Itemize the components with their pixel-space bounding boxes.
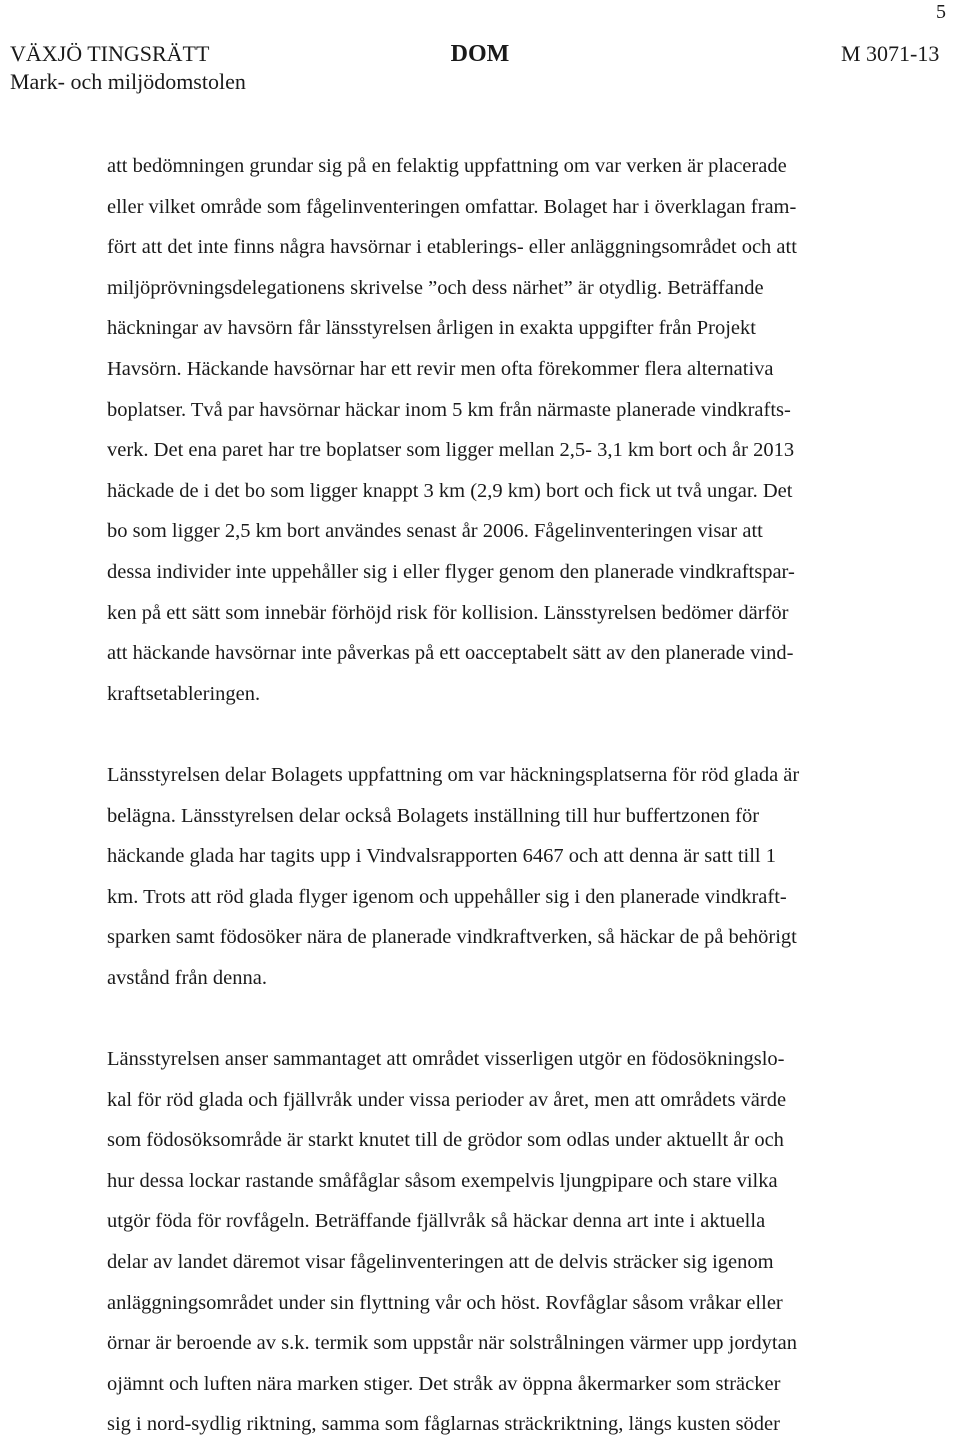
text-line: hur dessa lockar rastande småfåglar såsom exempelvis ljungpipare och stare vilka <box>107 1169 778 1192</box>
text-line: dessa individer inte uppehåller sig i eller flyger genom den planerade vindkraftspar- <box>107 560 795 583</box>
text-line: belägna. Länsstyrelsen delar också Bolagets inställning till hur buffertzonen för <box>107 804 760 827</box>
paragraph <box>107 146 897 714</box>
text-line: sig i nord-sydlig riktning, samma som fåglarnas sträckriktning, längs kusten söder <box>107 1413 780 1436</box>
text-line: häckade de i det bo som ligger knappt 3 km (2,9 km) bort och fick ut två ungar. Det <box>107 479 793 502</box>
text-line: verk. Det ena paret har tre boplatser som ligger mellan 2,5- 3,1 km bort och år 2013 <box>107 439 795 462</box>
court-name: VÄXJÖ TINGSRÄTT <box>10 41 210 66</box>
text-line: Länsstyrelsen delar Bolagets uppfattning om var häckningsplatserna för röd glada är <box>107 763 800 786</box>
text-line: km. Trots att röd glada flyger igenom och uppehåller sig i den planerade vindkraft- <box>107 885 787 908</box>
text-line: att bedömningen grundar sig på en felaktig uppfattning om var verken är placerade <box>107 155 787 177</box>
text-line: anläggningsområdet under sin flyttning vår och höst. Rovfåglar såsom vråkar eller <box>107 1291 783 1314</box>
page-number: 5 <box>936 1 946 23</box>
text-line: Länsstyrelsen anser sammantaget att området visserligen utgör en födosökningslo- <box>107 1048 785 1071</box>
text-line: avstånd från denna. <box>107 966 267 989</box>
text-line: häckningar av havsörn får länsstyrelsen årligen in exakta uppgifter från Projekt <box>107 317 756 340</box>
text-line: boplatser. Två par havsörnar häckar inom 5 km från närmaste planerade vindkrafts- <box>107 398 791 421</box>
paragraph-gap <box>107 714 897 755</box>
text-line: bo som ligger 2,5 km bort användes senast år 2006. Fågelinventeringen visar att <box>107 520 763 543</box>
text-line: Havsörn. Häckande havsörnar har ett revir men ofta förekommer flera alternativa <box>107 357 774 380</box>
text-line: häckande glada har tagits upp i Vindvalsrapporten 6467 och att denna är satt till 1 <box>107 845 777 868</box>
paragraph <box>107 755 897 999</box>
text-line: fört att det inte finns några havsörnar i etablerings- eller anläggningsområdet och att <box>107 236 797 259</box>
text-line: ken på ett sätt som innebär förhöjd risk för kollision. Länsstyrelsen bedömer därför <box>107 601 789 624</box>
text-line: kraftsetableringen. <box>107 682 261 705</box>
text-line: sparken samt födosöker nära de planerade vindkraftverken, så häckar de på behörigt <box>107 926 797 949</box>
paragraph-gap <box>107 998 897 1039</box>
text-line: att häckande havsörnar inte påverkas på ett oacceptabelt sätt av den planerade vind- <box>107 642 794 665</box>
text-line: eller vilket område som fågelinventeringen omfattar. Bolaget har i överklagan fram- <box>107 195 797 218</box>
court-division: Mark- och miljödomstolen <box>10 69 246 94</box>
case-number: M 3071-13 <box>841 41 940 66</box>
text-line: örnar är beroende av s.k. termik som uppstår när solstrålningen värmer upp jordytan <box>107 1332 797 1355</box>
text-line: utgör föda för rovfågeln. Beträffande fjällvråk så häckar denna art inte i aktuella <box>107 1210 766 1233</box>
document-body <box>107 146 897 1445</box>
text-line: miljöprövningsdelegationens skrivelse ”och dess närhet” är otydlig. Beträffande <box>107 276 764 299</box>
text-line: kal för röd glada och fjällvråk under vissa perioder av året, men att områdets värde <box>107 1088 787 1111</box>
paragraph <box>107 1039 897 1445</box>
text-line: som födosöksområde är starkt knutet till de grödor som odlas under aktuellt år och <box>107 1129 784 1152</box>
document-type: DOM <box>450 41 510 67</box>
text-line: delar av landet däremot visar fågelinventeringen att de delvis sträcker sig igenom <box>107 1251 774 1274</box>
text-line: ojämnt och luften nära marken stiger. Det stråk av öppna åkermarker som sträcker <box>107 1372 781 1395</box>
